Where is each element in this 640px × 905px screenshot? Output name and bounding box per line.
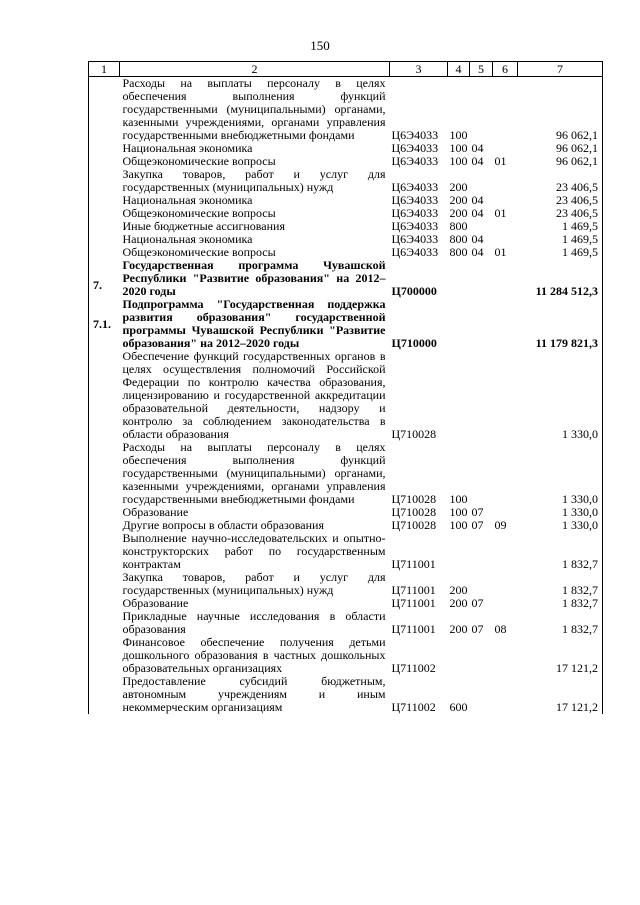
row-number bbox=[89, 350, 120, 441]
row-name: Расходы на выплаты персоналу в целях обеспечения выполнения функций государственными (муниципальными) органами, казенными учреждениями, органами управления государственными внебюджетными фондами bbox=[122, 76, 386, 142]
expense-type bbox=[448, 350, 470, 441]
subsection-code: 09 bbox=[494, 518, 507, 532]
section-code bbox=[470, 636, 493, 675]
target-code: Ц711001 bbox=[391, 557, 436, 571]
row-number bbox=[89, 233, 120, 246]
row-number bbox=[89, 77, 120, 143]
row-amount: 96 062,1 bbox=[518, 155, 603, 168]
table-row bbox=[89, 532, 603, 571]
expense-type: 100 bbox=[449, 505, 468, 519]
row-amount: 1 469,5 bbox=[518, 220, 603, 233]
row-number bbox=[89, 636, 120, 675]
expense-type: 800 bbox=[449, 245, 468, 259]
row-number bbox=[89, 246, 120, 259]
target-code: Ц6Э4033 bbox=[391, 154, 439, 168]
row-amount: 1 832,7 bbox=[518, 610, 603, 636]
column-header: 7 bbox=[518, 62, 603, 77]
page-number: 150 bbox=[310, 38, 330, 53]
row-amount: 96 062,1 bbox=[518, 142, 603, 155]
row-amount: 96 062,1 bbox=[518, 77, 603, 143]
target-code: Ц6Э4033 bbox=[391, 193, 439, 207]
row-name: Общеэкономические вопросы bbox=[122, 154, 276, 168]
target-code: Ц711002 bbox=[391, 700, 436, 714]
row-number bbox=[89, 142, 120, 155]
row-name: Национальная экономика bbox=[122, 193, 253, 207]
expense-type: 100 bbox=[449, 154, 468, 168]
subsection-code bbox=[493, 441, 518, 506]
expense-type: 600 bbox=[449, 700, 468, 714]
expense-type bbox=[448, 532, 470, 571]
target-code: Ц6Э4033 bbox=[391, 219, 439, 233]
subsection-code: 08 bbox=[494, 622, 507, 636]
row-amount: 1 330,0 bbox=[518, 350, 603, 441]
target-code: Ц6Э4033 bbox=[391, 141, 439, 155]
subsection-code bbox=[493, 259, 518, 298]
budget-table bbox=[88, 61, 603, 714]
table-row bbox=[89, 441, 603, 506]
section-code bbox=[470, 441, 493, 506]
column-header-row bbox=[89, 62, 603, 77]
subsection-code: 01 bbox=[494, 154, 507, 168]
row-name: Прикладные научные исследования в области образования bbox=[122, 609, 386, 636]
expense-type: 200 bbox=[449, 180, 468, 194]
subsection-code bbox=[493, 77, 518, 143]
row-amount: 1 330,0 bbox=[518, 519, 603, 532]
target-code: Ц710028 bbox=[391, 427, 437, 441]
expense-type bbox=[448, 259, 470, 298]
row-name: Предоставление субсидий бюджетным, автономным учреждениям и иным некоммерческим организациям bbox=[122, 674, 386, 714]
section-code bbox=[470, 532, 493, 571]
table-row bbox=[89, 636, 603, 675]
expense-type: 200 bbox=[449, 193, 468, 207]
column-header: 1 bbox=[89, 62, 120, 77]
subsection-code bbox=[493, 675, 518, 714]
row-number: 7. bbox=[89, 259, 120, 298]
section-code bbox=[470, 168, 493, 194]
row-name: Национальная экономика bbox=[122, 232, 253, 246]
table-row bbox=[89, 77, 603, 143]
subsection-code bbox=[493, 350, 518, 441]
row-number bbox=[89, 519, 120, 532]
target-code: Ц711001 bbox=[391, 596, 436, 610]
target-code: Ц6Э4033 bbox=[391, 206, 439, 220]
row-number bbox=[89, 571, 120, 597]
target-code: Ц710000 bbox=[391, 336, 437, 350]
row-name: Государственная программа Чувашской Республики "Развитие образования" на 2012–2020 годы bbox=[122, 258, 386, 298]
subsection-code: 01 bbox=[494, 245, 507, 259]
row-amount: 23 406,5 bbox=[518, 194, 603, 207]
expense-type: 200 bbox=[449, 583, 468, 597]
target-code: Ц711001 bbox=[391, 622, 436, 636]
section-code: 07 bbox=[471, 596, 484, 610]
row-name: Национальная экономика bbox=[122, 141, 253, 155]
subsection-code bbox=[493, 532, 518, 571]
expense-type: 200 bbox=[449, 206, 468, 220]
row-name: Обеспечение функций государственных органов в целях осуществления полномочий Российской Федерации по контролю качества образования, лицензированию и государственной аккредитации образовательной деятельности, надзору и контролю за соблюдением законодательства в области образования bbox=[122, 349, 386, 441]
subsection-code bbox=[493, 168, 518, 194]
section-code: 04 bbox=[471, 232, 484, 246]
table-row bbox=[89, 298, 603, 350]
column-header: 2 bbox=[120, 62, 390, 77]
row-name: Закупка товаров, работ и услуг для государственных (муниципальных) нужд bbox=[122, 570, 386, 597]
target-code: Ц6Э4033 bbox=[391, 128, 439, 142]
column-header: 4 bbox=[448, 62, 470, 77]
row-amount: 1 832,7 bbox=[518, 597, 603, 610]
section-code: 07 bbox=[471, 505, 484, 519]
expense-type: 100 bbox=[449, 141, 468, 155]
subsection-code bbox=[493, 597, 518, 610]
row-number bbox=[89, 597, 120, 610]
table-row bbox=[89, 610, 603, 636]
row-amount: 11 179 821,3 bbox=[518, 298, 603, 350]
expense-type bbox=[448, 298, 470, 350]
section-code: 04 bbox=[471, 154, 484, 168]
row-amount: 1 469,5 bbox=[518, 246, 603, 259]
section-code: 04 bbox=[471, 245, 484, 259]
target-code: Ц6Э4033 bbox=[391, 245, 439, 259]
expense-type bbox=[448, 636, 470, 675]
expense-type: 200 bbox=[449, 596, 468, 610]
section-code: 04 bbox=[471, 141, 484, 155]
subsection-code bbox=[493, 220, 518, 233]
target-code: Ц710028 bbox=[391, 492, 437, 506]
row-name: Общеэкономические вопросы bbox=[122, 245, 276, 259]
row-name: Выполнение научно-исследовательских и опытно-конструкторских работ по государственным контрактам bbox=[122, 531, 386, 571]
row-number bbox=[89, 532, 120, 571]
section-code: 04 bbox=[471, 193, 484, 207]
column-header: 6 bbox=[493, 62, 518, 77]
row-name: Расходы на выплаты персоналу в целях обеспечения выполнения функций государственными (муниципальными) органами, казенными учреждениями, органами управления государственными внебюджетными фондами bbox=[122, 440, 386, 506]
row-number bbox=[89, 220, 120, 233]
section-code: 07 bbox=[471, 622, 484, 636]
row-number: 7.1. bbox=[89, 298, 120, 350]
row-number bbox=[89, 441, 120, 506]
expense-type: 200 bbox=[449, 622, 468, 636]
row-amount: 1 832,7 bbox=[518, 571, 603, 597]
target-code: Ц711001 bbox=[391, 583, 436, 597]
row-amount: 23 406,5 bbox=[518, 168, 603, 194]
row-name: Иные бюджетные ассигнования bbox=[122, 219, 285, 233]
table-row bbox=[89, 168, 603, 194]
target-code: Ц6Э4033 bbox=[391, 232, 439, 246]
section-code bbox=[470, 350, 493, 441]
target-code: Ц710028 bbox=[391, 518, 437, 532]
target-code: Ц710028 bbox=[391, 505, 437, 519]
subsection-code: 01 bbox=[494, 206, 507, 220]
row-number bbox=[89, 194, 120, 207]
row-name: Закупка товаров, работ и услуг для государственных (муниципальных) нужд bbox=[122, 167, 386, 194]
row-name: Финансовое обеспечение получения детьми дошкольного образования в частных дошкольных образовательных организациях bbox=[122, 635, 386, 675]
expense-type: 100 bbox=[449, 128, 468, 142]
row-amount: 23 406,5 bbox=[518, 207, 603, 220]
section-code: 07 bbox=[471, 518, 484, 532]
row-number bbox=[89, 155, 120, 168]
expense-type: 100 bbox=[449, 518, 468, 532]
subsection-code bbox=[493, 571, 518, 597]
row-amount: 1 469,5 bbox=[518, 233, 603, 246]
table-row bbox=[89, 571, 603, 597]
table-row bbox=[89, 350, 603, 441]
expense-type: 100 bbox=[449, 492, 468, 506]
table-row bbox=[89, 259, 603, 298]
section-code bbox=[470, 77, 493, 143]
row-amount: 1 832,7 bbox=[518, 532, 603, 571]
row-name: Образование bbox=[122, 596, 189, 610]
target-code: Ц6Э4033 bbox=[391, 180, 439, 194]
row-amount: 17 121,2 bbox=[518, 675, 603, 714]
expense-type: 800 bbox=[449, 232, 468, 246]
column-header: 5 bbox=[470, 62, 493, 77]
section-code bbox=[470, 298, 493, 350]
row-name: Другие вопросы в области образования bbox=[122, 518, 324, 532]
section-code bbox=[470, 675, 493, 714]
section-code: 04 bbox=[471, 206, 484, 220]
table-row bbox=[89, 675, 603, 714]
subsection-code bbox=[493, 636, 518, 675]
expense-type: 800 bbox=[449, 219, 468, 233]
row-amount: 11 284 512,3 bbox=[518, 259, 603, 298]
row-amount: 1 330,0 bbox=[518, 506, 603, 519]
row-amount: 1 330,0 bbox=[518, 441, 603, 506]
section-code bbox=[470, 571, 493, 597]
target-code: Ц711002 bbox=[391, 661, 436, 675]
row-number bbox=[89, 675, 120, 714]
target-code: Ц700000 bbox=[391, 284, 437, 298]
section-code bbox=[470, 259, 493, 298]
row-name: Общеэкономические вопросы bbox=[122, 206, 276, 220]
row-number bbox=[89, 168, 120, 194]
column-header: 3 bbox=[390, 62, 448, 77]
row-name: Образование bbox=[122, 505, 189, 519]
row-number bbox=[89, 610, 120, 636]
row-name: Подпрограмма "Государственная поддержка развития образования" государственной программы Чувашской Республики "Развитие образования" на 2012–2020 годы bbox=[122, 297, 386, 350]
subsection-code bbox=[493, 298, 518, 350]
row-number bbox=[89, 207, 120, 220]
row-number bbox=[89, 506, 120, 519]
row-amount: 17 121,2 bbox=[518, 636, 603, 675]
